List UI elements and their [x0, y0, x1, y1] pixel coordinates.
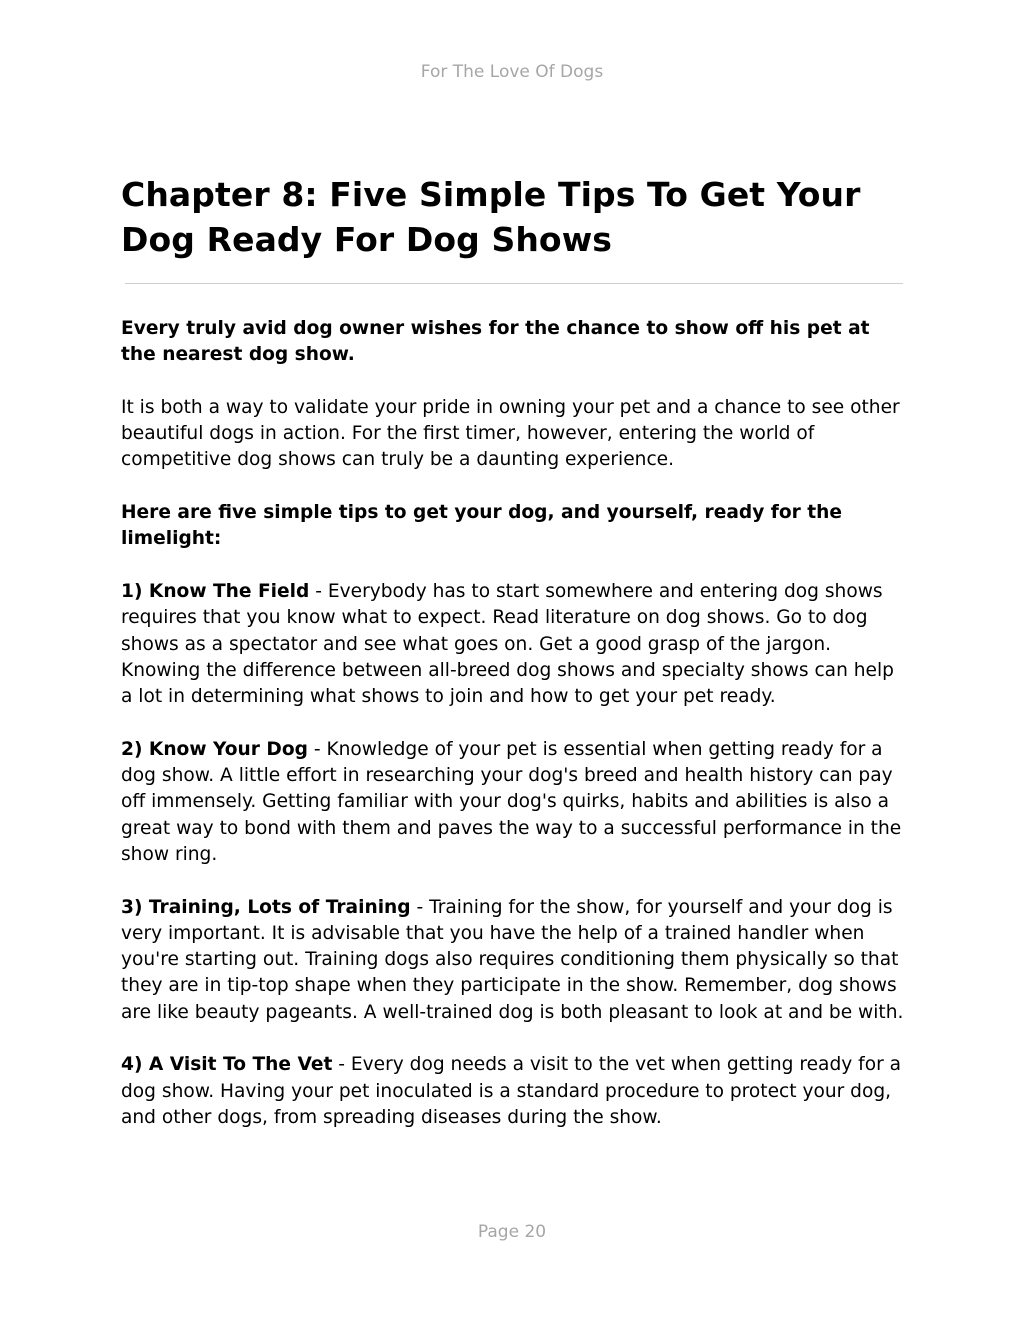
page-number: Page 20 [477, 1222, 547, 1242]
running-header: For The Love Of Dogs [420, 62, 604, 82]
intro-paragraph: It is both a way to validate your pride in owning your pet and a chance to see other beautiful dogs in action. For the first timer, however, entering the world of competitive dog shows can truly be a daunting experience. [121, 396, 900, 471]
tip-heading-1: 1) Know The Field [121, 580, 310, 602]
title-divider [125, 283, 903, 284]
tip-text-2: - Knowledge of your pet is essential when getting ready for a dog show. A little effort in researching your dog's breed and health history can pay off immensely. Getting familiar with your dog's quirks, habits and abilities is also a great way to bond with them and paves the way to a successful performance in the show ring. [121, 738, 902, 865]
chapter-title: Chapter 8: Five Simple Tips To Get Your Dog Ready For Dog Shows [121, 175, 861, 259]
tip-text-4: - Every dog needs a visit to the vet when getting ready for a dog show. Having your pet inoculated is a standard procedure to protect your dog, and other dogs, from spreading diseases during the show. [121, 1054, 902, 1128]
tip-heading-2: 2) Know Your Dog [121, 738, 308, 760]
tip-paragraph-2 [121, 737, 906, 868]
tips-lead-paragraph: Here are five simple tips to get your dog, and yourself, ready for the limelight: [121, 502, 843, 550]
tip-heading-3: 3) Training, Lots of Training [121, 896, 411, 918]
tip-heading-4: 4) A Visit To The Vet [121, 1054, 333, 1076]
tip-paragraph-3 [121, 895, 906, 1026]
intro-bold-paragraph: Every truly avid dog owner wishes for the chance to show off his pet at the nearest dog show. [121, 318, 870, 366]
tip-paragraph-4 [121, 1052, 906, 1131]
tip-text-1: - Everybody has to start somewhere and entering dog shows requires that you know what to expect. Read literature on dog shows. Go to dog shows as a spectator and see what goes on. Get a good grasp of the jargon. Knowing the difference between all-breed dog shows and specialty shows can help a lot in determining what shows to join and how to get your pet ready. [121, 580, 894, 708]
tip-text-3: - Training for the show, for yourself and your dog is very important. It is advisable that you have the help of a trained handler when you're starting out. Training dogs also requires conditioning them physically so that they are in tip-top shape when they participate in the show. Remember, dog shows are like beauty pageants. A well-trained dog is both pleasant to look at and be with. [121, 896, 904, 1023]
page-content [121, 172, 906, 1158]
tip-paragraph-1 [121, 579, 906, 710]
